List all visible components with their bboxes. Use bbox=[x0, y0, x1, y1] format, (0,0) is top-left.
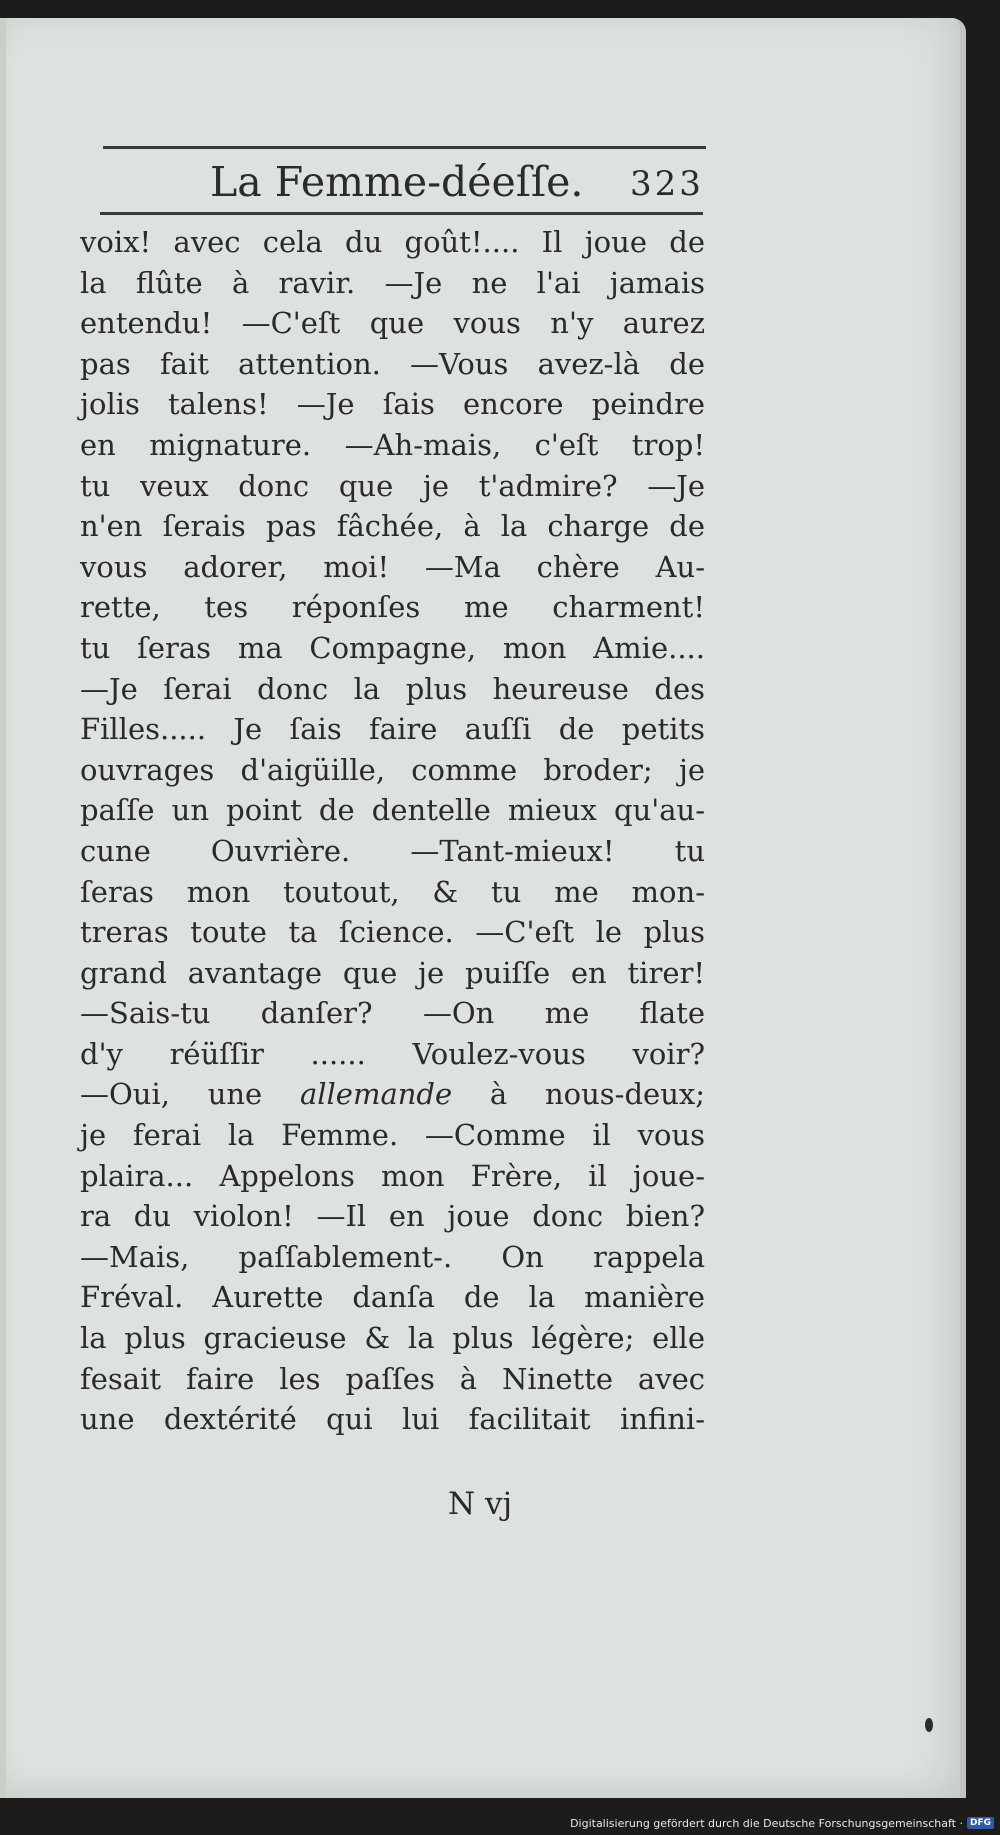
text-line: grand avantage que je puiſſe en tirer! bbox=[80, 955, 705, 990]
digitization-credit bbox=[570, 1814, 994, 1832]
running-title: La Femme-déeſſe. bbox=[210, 158, 584, 206]
body-text bbox=[80, 222, 705, 1440]
text-line: Filles..... Je ſais faire auſſi de petits bbox=[80, 712, 705, 747]
text-segment: —Oui, une bbox=[80, 1077, 300, 1112]
text-line: entendu! —C'eſt que vous n'y aurez bbox=[80, 306, 705, 341]
text-line: cune Ouvrière. —Tant-mieux! tu bbox=[80, 833, 705, 868]
text-line: —Mais, paſſablement-. On rappela bbox=[80, 1239, 705, 1274]
dfg-logo: DFG bbox=[967, 1817, 994, 1829]
text-line: plaira... Appelons mon Frère, il joue- bbox=[80, 1158, 705, 1193]
page-edge bbox=[0, 18, 6, 1798]
text-line: ouvrages d'aigüille, comme broder; je bbox=[80, 752, 705, 787]
text-line: tu ſeras ma Compagne, mon Amie.... bbox=[80, 630, 705, 665]
text-segment: à nous-deux; bbox=[452, 1077, 705, 1112]
paper-page bbox=[0, 18, 966, 1798]
credit-text: Digitalisierung gefördert durch die Deutsche Forschungsgemeinschaft · bbox=[570, 1816, 963, 1830]
text-line: vous adorer, moi! —Ma chère Au- bbox=[80, 549, 705, 584]
text-line: —Je ſerai donc la plus heureuse des bbox=[80, 671, 705, 706]
ink-spot bbox=[925, 1718, 933, 1732]
text-line: voix! avec cela du goût!.... Il joue de bbox=[80, 225, 705, 259]
text-line: rette, tes réponſes me charment! bbox=[80, 590, 705, 625]
text-line: treras toute ta ſcience. —C'eſt le plus bbox=[80, 915, 705, 950]
text-line: je ferai la Femme. —Comme il vous bbox=[80, 1118, 705, 1153]
header-rule-bottom bbox=[100, 212, 703, 215]
italic-word: allemande bbox=[299, 1077, 453, 1112]
text-line: pas fait attention. —Vous avez-là de bbox=[80, 346, 705, 381]
text-line: Fréval. Aurette danſa de la manière bbox=[80, 1280, 705, 1315]
text-line: d'y réüſſir ...... Voulez-vous voir? bbox=[80, 1036, 705, 1071]
text-line: la plus gracieuse & la plus légère; elle bbox=[80, 1321, 705, 1356]
text-line: ra du violon! —Il en joue donc bien? bbox=[80, 1199, 705, 1234]
text-line: la flûte à ravir. —Je ne l'ai jamais bbox=[80, 265, 705, 300]
page-number: 323 bbox=[630, 164, 704, 204]
text-line: jolis talens! —Je ſais encore peindre bbox=[80, 387, 705, 422]
signature-mark: N vj bbox=[448, 1486, 513, 1522]
text-line: ſeras mon toutout, & tu me mon- bbox=[80, 874, 705, 909]
text-line: en mignature. —Ah-mais, c'eſt trop! bbox=[80, 427, 705, 462]
text-line-with-italic bbox=[80, 1074, 705, 1115]
text-line: paſſe un point de dentelle mieux qu'au- bbox=[80, 793, 705, 828]
text-line: —Sais-tu danſer? —On me flate bbox=[80, 996, 705, 1031]
text-line: une dextérité qui lui facilitait infini- bbox=[80, 1402, 705, 1437]
text-line: n'en ſerais pas fâchée, à la charge de bbox=[80, 509, 705, 544]
text-line: fesait faire les paſſes à Ninette avec bbox=[80, 1361, 705, 1396]
header-rule-top bbox=[103, 146, 706, 149]
text-line: tu veux donc que je t'admire? —Je bbox=[80, 468, 705, 503]
